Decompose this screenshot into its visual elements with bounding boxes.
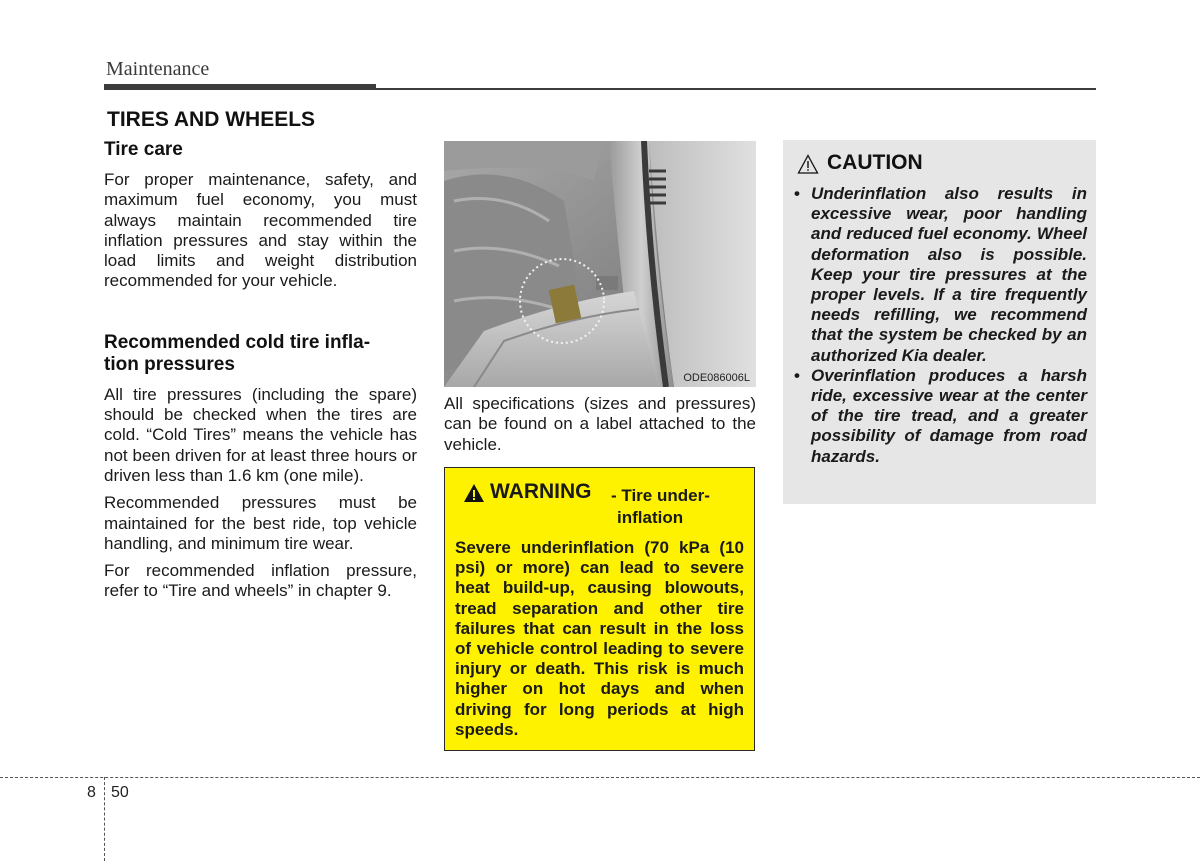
cold-pressure-paragraph-2: Recommended pressures must be maintained for the best ride, top vehicle handling, and minimum tire wear.	[104, 493, 417, 553]
tire-care-paragraph: For proper maintenance, safety, and maximum fuel economy, you must always maintain recommended tire inflation pressures and stay within the load limits and weight distribution recommended for your vehicle.	[104, 170, 417, 291]
tire-label-photo	[444, 141, 756, 387]
cold-pressure-paragraph-3: For recommended inflation pressure, refer to “Tire and wheels” in chapter 9.	[104, 561, 417, 601]
warning-box	[444, 467, 755, 751]
footer-vertical-divider	[104, 777, 105, 861]
section-title: Maintenance	[106, 58, 210, 80]
caution-item	[792, 184, 1087, 366]
bullet: •	[794, 365, 800, 385]
cold-pressure-paragraph-1: All tire pressures (including the spare) should be checked when the tires are cold. “Cold Tires” means the vehicle has not been driven for at least three hours or driven less than 1.6 km (one mile).	[104, 384, 417, 485]
tire-care-heading: Tire care	[104, 139, 183, 160]
header-rule-thin	[376, 88, 1096, 90]
column-left	[104, 139, 417, 602]
page-title: TIRES AND WHEELS	[107, 108, 316, 131]
warning-label: WARNING	[490, 480, 592, 503]
warning-title	[455, 482, 744, 530]
caution-box	[783, 140, 1096, 504]
caution-item-text: Underinflation also results in excessive wear, poor handling and reduced fuel economy. Wheel deformation also is possible. Keep your tire pressures at the proper levels. If a tire frequently needs refilling, we recommend that the system be checked by an authorized Kia dealer.	[811, 184, 1087, 365]
page-number: 50	[111, 784, 129, 801]
header-rule-thick	[104, 84, 376, 90]
chapter-number: 8	[87, 784, 96, 801]
caution-triangle-icon	[797, 154, 819, 179]
warning-triangle-icon	[463, 483, 485, 508]
figure-code: ODE086006L	[683, 372, 750, 384]
caution-item-text: Overinflation produces a harsh ride, excessive wear at the center of the tire tread, and a greater possibility of damage from road hazards.	[811, 365, 1087, 466]
cold-pressure-heading	[104, 332, 417, 376]
bullet: •	[794, 184, 800, 203]
warning-subtitle-line1: - Tire under-	[611, 486, 710, 505]
caution-title	[792, 151, 1087, 179]
cold-pressure-heading-line1: Recommended cold tire infla-	[104, 331, 371, 353]
cold-pressure-heading-line2: tion pressures	[104, 353, 235, 375]
warning-body: Severe underinflation (70 kPa (10 psi) or more) can lead to severe heat build-up, causing blowouts, tread separation and other tire failures that can result in the loss of vehicle control leading to severe injury or death. This risk is much higher on hot days and when driving for long periods at high speeds.	[455, 538, 744, 739]
caution-item	[792, 366, 1087, 467]
footer-divider	[0, 777, 1200, 778]
warning-subtitle-line2: inflation	[617, 508, 684, 527]
caution-label: CAUTION	[827, 151, 923, 174]
door-jamb-illustration	[444, 141, 756, 387]
caution-list	[792, 184, 1087, 467]
photo-caption: All specifications (sizes and pressures) can be found on a label attached to the vehicle.	[444, 394, 756, 454]
